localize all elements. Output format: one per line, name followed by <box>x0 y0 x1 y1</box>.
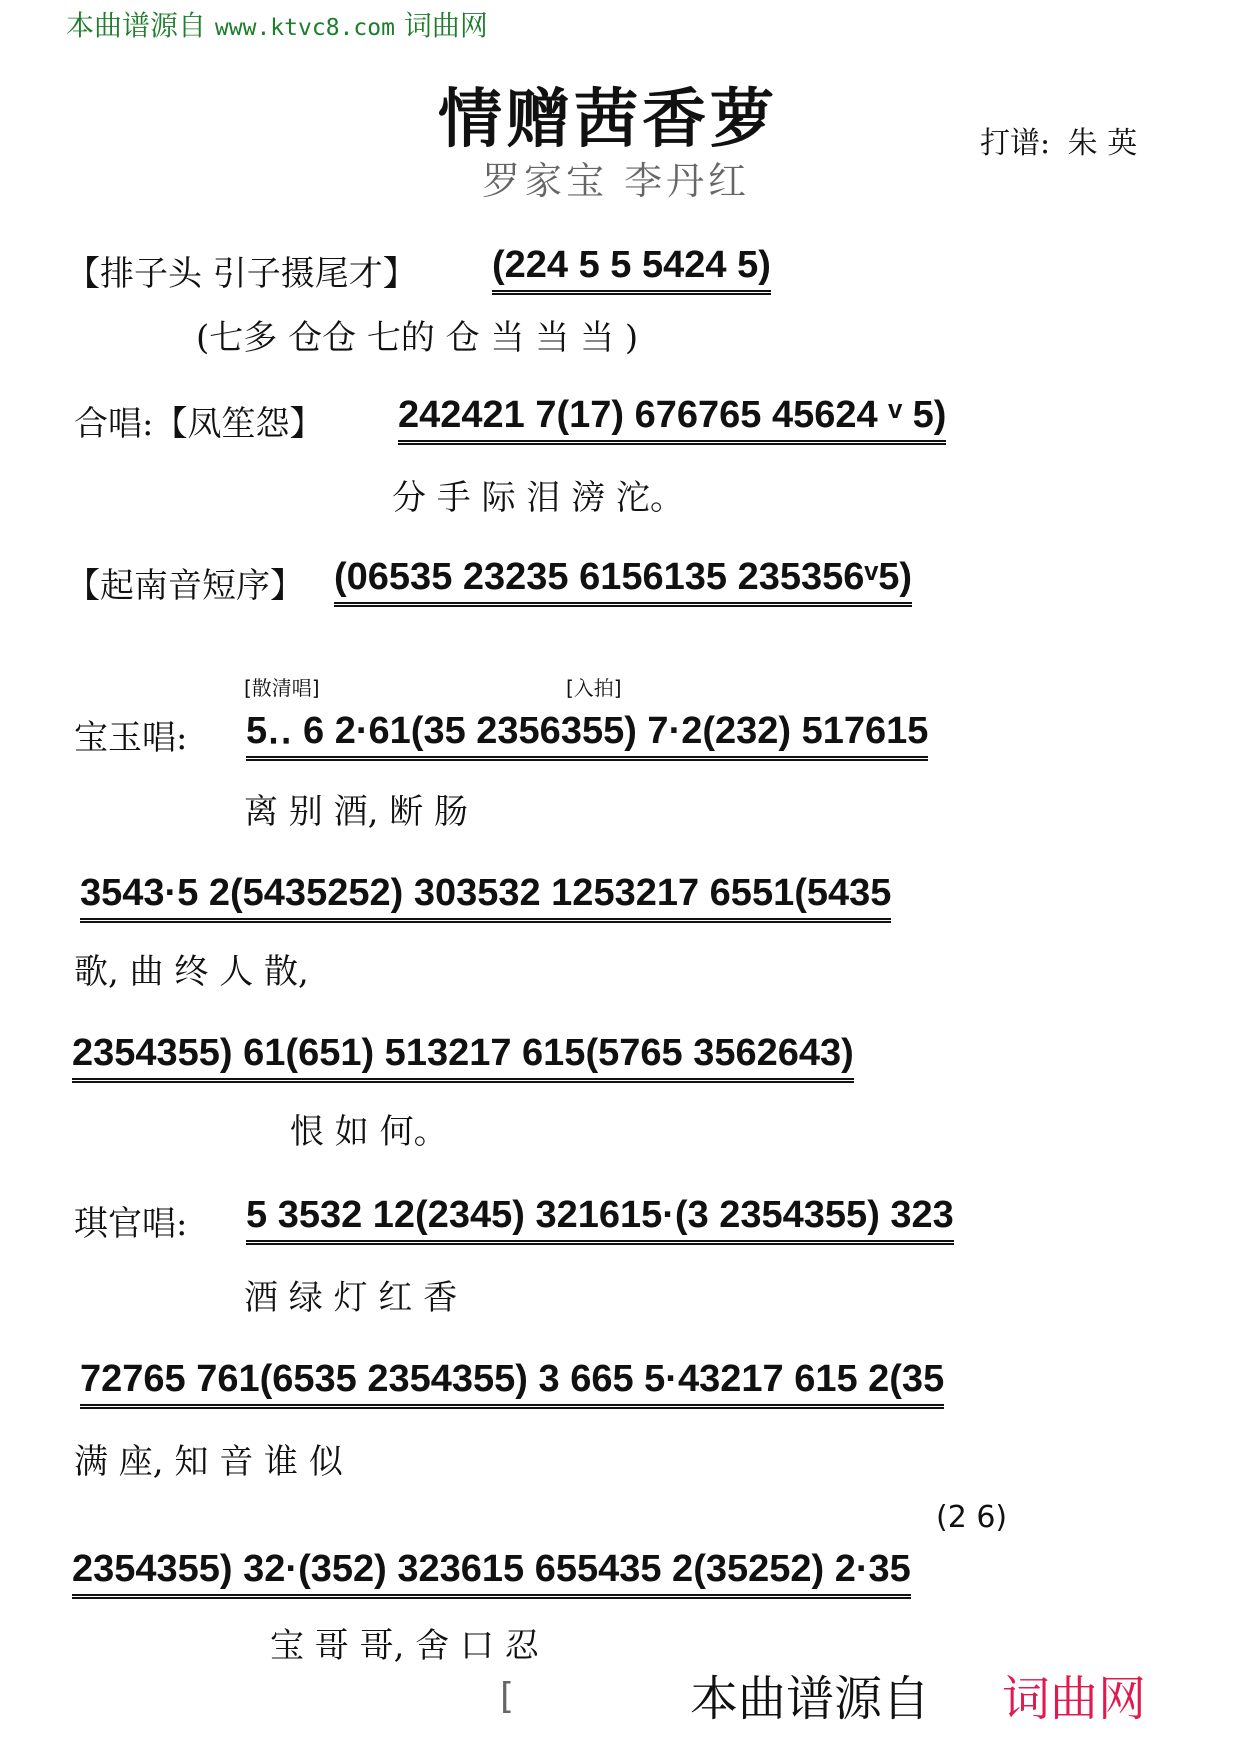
tempo-tag: [入拍] <box>566 676 622 700</box>
percussion-line: (七多 仓仓 七的 仓 当 当 当 ) <box>196 318 639 358</box>
notation-line: 3543·5 2(5435252) 303532 1253217 6551(5435 <box>80 872 891 923</box>
site-tag: 词曲网 <box>403 9 488 42</box>
arranger-name: 朱 英 <box>1067 126 1138 161</box>
singer-label: 宝玉唱: <box>74 718 188 758</box>
section-label: 合唱:【凤笙怨】 <box>74 404 324 444</box>
tempo-tag: [散清唱] <box>244 676 320 700</box>
lyrics-line: 恨 如 何。 <box>290 1112 448 1152</box>
notation-line: (06535 23235 6156135 235356ᵛ5) <box>334 556 912 607</box>
lyrics-line: 酒 绿 灯 红 香 <box>244 1278 458 1318</box>
arranger <box>972 118 1137 162</box>
notation-line: 5‥ 6 2·61(35 2356355) 7·2(232) 517615 <box>246 708 928 761</box>
bracket-mark: [ <box>500 1676 515 1717</box>
lyrics-line: 宝 哥 哥, 舍 口 忍 <box>270 1626 539 1666</box>
site-watermark <box>66 4 488 44</box>
section-label: 【起南音短序】 <box>66 566 304 606</box>
footer-watermark-right: 词曲网 <box>1002 1671 1147 1727</box>
notation-line: 2354355) 61(651) 513217 615(5765 3562643) <box>72 1032 854 1083</box>
song-title: 情赠茜香萝 <box>438 82 778 157</box>
footer-watermark-left: 本曲谱源自 <box>690 1671 931 1727</box>
section-label: 【排子头 引子摄尾才】 <box>66 254 417 294</box>
alt-notes: (2 6) <box>936 1500 1008 1535</box>
site-name: 本曲谱源自 <box>66 9 207 42</box>
site-url: www.ktvc8.com <box>214 15 395 41</box>
lyrics-line: 离 别 酒, 断 肠 <box>244 792 469 832</box>
lyrics-line: 满 座, 知 音 谁 似 <box>74 1442 343 1482</box>
arranger-label: 打谱: <box>980 126 1051 161</box>
lyrics-line: 歌, 曲 终 人 散, <box>74 952 309 992</box>
notation-line: 72765 761(6535 2354355) 3 665 5·43217 615 2(35 <box>80 1358 944 1409</box>
notation-line: 242421 7(17) 676765 45624 ᵛ 5) <box>398 394 946 445</box>
song-singers: 罗家宝 李丹红 <box>482 159 751 203</box>
singer-label: 琪官唱: <box>74 1204 188 1244</box>
notation-line: 2354355) 32·(352) 323615 655435 2(35252) 2·35 <box>72 1548 911 1599</box>
notation-line: (224 5 5 5424 5) <box>492 244 771 295</box>
lyrics-line: 分 手 际 泪 滂 沱。 <box>392 478 685 518</box>
notation-line: 5 3532 12(2345) 321615·(3 2354355) 323 <box>246 1194 954 1245</box>
